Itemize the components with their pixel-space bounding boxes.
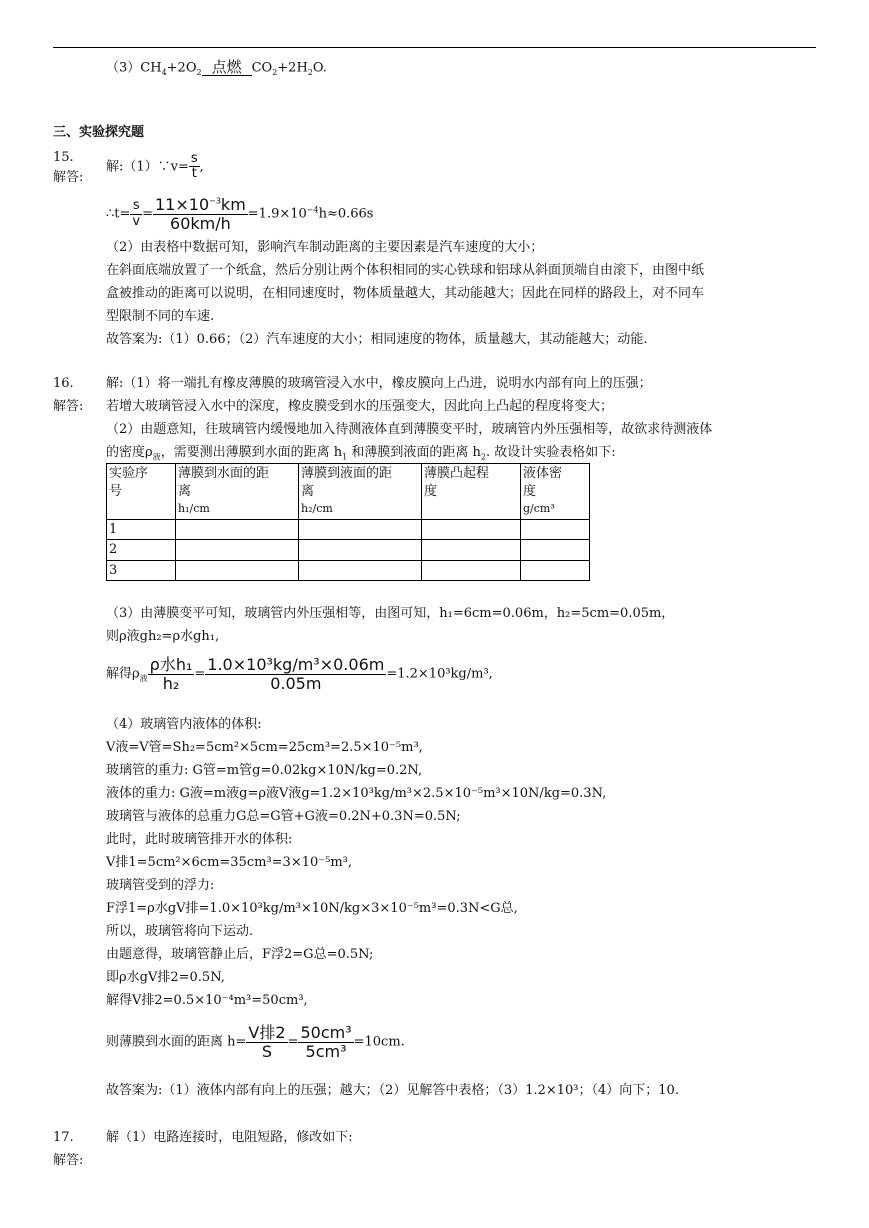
- q16-line-2: 若增大玻璃管浸入水中的深度，橡皮膜受到水的压强变大，因此向上凸起的程度将变大；: [106, 399, 614, 414]
- q15-label: 解答:: [53, 170, 84, 185]
- q15-line-4: 在斜面底端放置了一个纸盒，然后分别让两个体积相同的实心铁球和铝球从斜面顶端自由滚下，由图中纸: [106, 263, 705, 278]
- q16-line-6: 则ρ液gh₂=ρ水gh₁,: [106, 629, 220, 644]
- fraction: $\frac{\text{1.0×10³kg/m³×0.06m}}{0.05m}$: [207, 655, 385, 693]
- table-header-row: [107, 464, 590, 520]
- fraction: $\frac{\text{50cm³}}{\text{5cm³}}$: [300, 1023, 352, 1061]
- experiment-table: [106, 463, 590, 581]
- q16-answer: 故答案为:（1）液体内部有向上的压强；越大；（2）见解答中表格；（3）1.2×10³；（4）向下；10.: [106, 1083, 679, 1098]
- table-header-cell: 实验序 号: [107, 464, 176, 520]
- q16-line-8: （4）玻璃管内液体的体积:: [106, 717, 262, 732]
- fraction: $\frac{\text{ρ水h₁}}{\text{h₂}}$: [149, 655, 193, 693]
- q16-line-18: 由题意得，玻璃管静止后，F浮2=G总=0.5N;: [106, 947, 374, 962]
- q15-number: 15.: [53, 150, 74, 165]
- q16-line-17: 所以，玻璃管将向下运动.: [106, 924, 254, 939]
- q16-line-21: 则薄膜到水面的距离 h= $\frac{\text{V排2}}{S}$ = $\frac{\text{50cm³}}{\text{5cm³}}$ =10cm.: [106, 1023, 405, 1061]
- q16-label: 解答:: [53, 399, 84, 414]
- q16-line-11: 液体的重力: G液=m液g=ρ液V液g=1.2×10³kg/m³×2.5×10⁻⁵m³×10N/kg=0.3N,: [106, 786, 607, 801]
- fraction: $\frac{s}{t}$: [190, 151, 198, 182]
- table-row: [107, 560, 590, 581]
- q16-line-5: （3）由薄膜变平可知，玻璃管内外压强相等，由图可知，h₁=6cm=0.06m，h₂=5cm=0.05m，: [106, 606, 675, 621]
- q16-line-16: F浮1=ρ水gV排=1.0×10³kg/m³×10N/kg×3×10⁻⁵m³=0.3N<G总,: [106, 901, 518, 916]
- q16-line-7: 解得$\rho_液$ $\frac{\text{ρ水h₁}}{\text{h₂}}$ = $\frac{\text{1.0×10³kg/m³×0.06m}}{0.05m}$ =1.2×10³kg/m³,: [106, 655, 493, 693]
- table-cell: 3: [107, 560, 176, 581]
- top-rule: [53, 47, 816, 48]
- q16-number: 16.: [53, 376, 74, 391]
- q16-line-13: 此时，此时玻璃管排开水的体积:: [106, 832, 293, 847]
- q16-line-14: V排1=5cm²×6cm=35cm³=3×10⁻⁵m³,: [106, 855, 353, 870]
- table-row: [107, 519, 590, 540]
- table-row: [107, 540, 590, 561]
- q17-label: 解答:: [53, 1153, 84, 1168]
- q16-line-4: 的密度$\rho_液$，需要测出薄膜到水面的距离 $h_1$ 和薄膜到液面的距离 $h_2$. 故设计实验表格如下:: [106, 445, 616, 462]
- q16-line-3: （2）由题意知，往玻璃管内缓慢地加入待测液体直到薄膜变平时，玻璃管内外压强相等，故欲求待测液体: [106, 422, 713, 437]
- q15-line-5: 盒被推动的距离可以说明，在相同速度时，物体质量越大，其动能越大；因此在同样的路段上，对不同车: [106, 286, 705, 301]
- fraction: $\frac{11\times 10^{-3}km}{60km/h}$: [155, 195, 246, 233]
- table-header-cell: 薄膜到水面的距 离 h₁/cm: [176, 464, 299, 520]
- fraction: $\frac{\text{V排2}}{S}$: [248, 1023, 286, 1061]
- table-cell: 1: [107, 519, 176, 540]
- table-header-cell: 薄膜凸起程 度: [422, 464, 521, 520]
- q16-line-20: 解得V排2=0.5×10⁻⁴m³=50cm³,: [106, 993, 308, 1008]
- q16-line-19: 即ρ水gV排2=0.5N,: [106, 970, 225, 985]
- reaction-condition: 点燃: [202, 60, 252, 78]
- fraction: $\frac{s}{v}$: [132, 198, 141, 229]
- table-header-cell: 液体密 度 g/cm³: [521, 464, 590, 520]
- q15-answer: 故答案为:（1）0.66；（2）汽车速度的大小；相同速度的物体，质量越大，其动能越大；动能.: [106, 332, 648, 347]
- q17-number: 17.: [53, 1130, 74, 1145]
- q16-line-15: 玻璃管受到的浮力:: [106, 878, 215, 893]
- q15-line-3: （2）由表格中数据可知，影响汽车制动距离的主要因素是汽车速度的大小；: [106, 240, 544, 255]
- q16-line-10: 玻璃管的重力: G管=m管g=0.02kg×10N/kg=0.2N,: [106, 763, 423, 778]
- q15-line-1: 解:（1）∵v= $\frac{s}{t}$ ,: [106, 151, 204, 182]
- equation-3: $(3)CH_4+2O_2$ 点燃 $CO_2+2H_2O$.: [106, 58, 327, 77]
- section-title: 三、实验探究题: [53, 125, 145, 140]
- table-header-cell: 薄膜到液面的距 离 h₂/cm: [299, 464, 422, 520]
- q15-line-2: ∴t= $\frac{s}{v}$ = $\frac{11\times 10^{-3}km}{60km/h}$ $=1.9\times 10^{-4}h\approx 0.66s$: [106, 195, 374, 233]
- q16-line-12: 玻璃管与液体的总重力G总=G管+G液=0.2N+0.3N=0.5N;: [106, 809, 461, 824]
- q15-line-6: 型限制不同的车速.: [106, 309, 215, 324]
- q16-line-1: 解:（1）将一端扎有橡皮薄膜的玻璃管浸入水中，橡皮膜向上凸进，说明水内部有向上的压强；: [106, 376, 652, 391]
- table-cell: 2: [107, 540, 176, 561]
- q17-line-1: 解（1）电路连接时，电阻短路，修改如下:: [106, 1130, 353, 1145]
- q16-line-9: V液=V管=Sh₂=5cm²×5cm=25cm³=2.5×10⁻⁵m³,: [106, 740, 423, 755]
